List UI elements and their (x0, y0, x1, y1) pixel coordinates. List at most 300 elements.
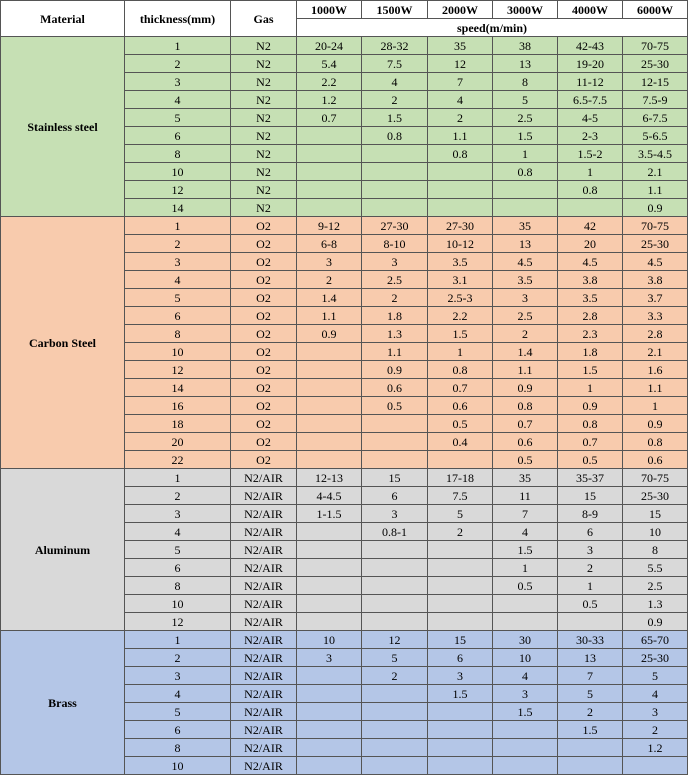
thickness-cell: 4 (125, 91, 231, 109)
speed-cell: 0.5 (558, 451, 623, 469)
speed-cell (362, 757, 428, 775)
speed-cell: 3.8 (623, 271, 688, 289)
speed-cell (297, 451, 362, 469)
speed-cell: 20 (558, 235, 623, 253)
header-power-1500w: 1500W (362, 1, 428, 19)
thickness-cell: 10 (125, 163, 231, 181)
speed-cell (297, 577, 362, 595)
gas-cell: O2 (231, 361, 297, 379)
speed-cell (428, 577, 493, 595)
speed-cell (493, 181, 558, 199)
speed-cell (297, 397, 362, 415)
material-name-cell: Stainless steel (1, 37, 125, 217)
speed-cell: 2.1 (623, 343, 688, 361)
speed-cell: 4 (623, 685, 688, 703)
speed-cell: 13 (493, 55, 558, 73)
speed-cell: 1.1 (297, 307, 362, 325)
speed-cell (558, 739, 623, 757)
speed-cell (428, 757, 493, 775)
gas-cell: O2 (231, 289, 297, 307)
speed-cell: 7.5 (428, 487, 493, 505)
speed-cell: 5 (428, 505, 493, 523)
speed-cell: 0.8-1 (362, 523, 428, 541)
speed-cell: 25-30 (623, 649, 688, 667)
speed-cell (558, 613, 623, 631)
speed-cell: 1.5 (558, 361, 623, 379)
speed-cell: 0.6 (623, 451, 688, 469)
speed-cell: 4-4.5 (297, 487, 362, 505)
speed-cell (362, 595, 428, 613)
speed-cell: 0.8 (623, 433, 688, 451)
gas-cell: N2 (231, 127, 297, 145)
thickness-cell: 2 (125, 235, 231, 253)
header-power-6000w: 6000W (623, 1, 688, 19)
speed-cell: 0.9 (558, 397, 623, 415)
speed-cell: 1 (558, 163, 623, 181)
thickness-cell: 4 (125, 685, 231, 703)
speed-cell (297, 163, 362, 181)
speed-cell (297, 541, 362, 559)
gas-cell: N2 (231, 199, 297, 217)
thickness-cell: 12 (125, 613, 231, 631)
speed-cell (362, 541, 428, 559)
speed-cell: 0.8 (362, 127, 428, 145)
thickness-cell: 3 (125, 73, 231, 91)
speed-cell: 12 (362, 631, 428, 649)
gas-cell: N2/AIR (231, 721, 297, 739)
speed-cell: 0.5 (493, 577, 558, 595)
speed-cell: 4-5 (558, 109, 623, 127)
speed-cell: 0.9 (297, 325, 362, 343)
thickness-cell: 5 (125, 703, 231, 721)
thickness-cell: 8 (125, 739, 231, 757)
speed-cell: 2.2 (297, 73, 362, 91)
speed-cell (558, 757, 623, 775)
speed-cell: 9-12 (297, 217, 362, 235)
thickness-cell: 6 (125, 307, 231, 325)
speed-cell: 3 (558, 541, 623, 559)
speed-cell: 25-30 (623, 55, 688, 73)
speed-cell: 15 (362, 469, 428, 487)
speed-cell: 35-37 (558, 469, 623, 487)
speed-cell: 15 (558, 487, 623, 505)
speed-cell: 42 (558, 217, 623, 235)
gas-cell: N2 (231, 37, 297, 55)
speed-cell: 3 (297, 649, 362, 667)
speed-cell: 8 (493, 73, 558, 91)
gas-cell: O2 (231, 235, 297, 253)
speed-cell: 3.5 (558, 289, 623, 307)
speed-cell: 3.8 (558, 271, 623, 289)
speed-cell: 5-6.5 (623, 127, 688, 145)
gas-cell: N2/AIR (231, 613, 297, 631)
speed-cell: 1.5 (428, 685, 493, 703)
speed-cell: 2.8 (558, 307, 623, 325)
speed-cell (493, 721, 558, 739)
speed-cell: 2.1 (623, 163, 688, 181)
speed-cell (362, 577, 428, 595)
speed-cell (428, 451, 493, 469)
gas-cell: N2/AIR (231, 595, 297, 613)
speed-cell: 5.5 (623, 559, 688, 577)
gas-cell: O2 (231, 415, 297, 433)
speed-cell: 5 (493, 91, 558, 109)
speed-cell: 1 (428, 343, 493, 361)
speed-cell: 8-10 (362, 235, 428, 253)
speed-cell (493, 739, 558, 757)
speed-cell: 1 (493, 145, 558, 163)
thickness-cell: 6 (125, 559, 231, 577)
speed-cell: 4 (362, 73, 428, 91)
speed-cell (362, 145, 428, 163)
speed-cell: 0.7 (493, 415, 558, 433)
speed-cell: 30-33 (558, 631, 623, 649)
thickness-cell: 2 (125, 55, 231, 73)
speed-cell: 0.6 (428, 397, 493, 415)
header-material: Material (1, 1, 125, 37)
speed-cell (297, 667, 362, 685)
speed-cell: 0.5 (428, 415, 493, 433)
speed-cell (362, 685, 428, 703)
speed-cell: 1.5 (428, 325, 493, 343)
thickness-cell: 6 (125, 127, 231, 145)
thickness-cell: 14 (125, 199, 231, 217)
speed-cell (297, 415, 362, 433)
material-name-cell: Carbon Steel (1, 217, 125, 469)
speed-cell: 2.5 (493, 109, 558, 127)
thickness-cell: 5 (125, 109, 231, 127)
speed-cell (297, 145, 362, 163)
speed-cell: 0.5 (558, 595, 623, 613)
speed-cell: 2.5 (362, 271, 428, 289)
speed-cell (297, 703, 362, 721)
speed-cell (297, 739, 362, 757)
speed-cell (297, 433, 362, 451)
speed-cell: 70-75 (623, 469, 688, 487)
speed-cell (493, 613, 558, 631)
speed-cell: 12-15 (623, 73, 688, 91)
speed-cell: 0.9 (623, 613, 688, 631)
thickness-cell: 10 (125, 757, 231, 775)
gas-cell: O2 (231, 397, 297, 415)
speed-cell: 0.8 (493, 397, 558, 415)
thickness-cell: 5 (125, 541, 231, 559)
speed-cell: 3.3 (623, 307, 688, 325)
speed-cell: 6 (558, 523, 623, 541)
speed-cell: 2 (558, 559, 623, 577)
gas-cell: O2 (231, 343, 297, 361)
speed-cell (493, 199, 558, 217)
speed-cell: 2 (297, 271, 362, 289)
speed-cell: 1-1.5 (297, 505, 362, 523)
speed-cell: 7 (428, 73, 493, 91)
speed-cell: 1.5 (493, 127, 558, 145)
speed-cell: 2.8 (623, 325, 688, 343)
material-name-cell: Aluminum (1, 469, 125, 631)
speed-cell (362, 199, 428, 217)
speed-cell: 65-70 (623, 631, 688, 649)
thickness-cell: 1 (125, 37, 231, 55)
speed-cell (493, 757, 558, 775)
gas-cell: O2 (231, 451, 297, 469)
speed-cell: 3.1 (428, 271, 493, 289)
speed-cell: 1.1 (362, 343, 428, 361)
speed-cell: 13 (493, 235, 558, 253)
speed-cell: 1.5 (558, 721, 623, 739)
speed-cell: 3 (297, 253, 362, 271)
speed-cell (362, 451, 428, 469)
speed-cell: 6-8 (297, 235, 362, 253)
speed-cell (297, 181, 362, 199)
header-gas: Gas (231, 1, 297, 37)
speed-cell: 1.4 (493, 343, 558, 361)
speed-cell: 10 (493, 649, 558, 667)
thickness-cell: 2 (125, 649, 231, 667)
speed-cell: 8-9 (558, 505, 623, 523)
gas-cell: N2 (231, 109, 297, 127)
gas-cell: N2/AIR (231, 649, 297, 667)
speed-cell: 0.5 (362, 397, 428, 415)
gas-cell: O2 (231, 253, 297, 271)
speed-cell: 3.5 (428, 253, 493, 271)
speed-cell: 38 (493, 37, 558, 55)
speed-cell: 12-13 (297, 469, 362, 487)
header-power-1000w: 1000W (297, 1, 362, 19)
speed-cell: 2 (428, 109, 493, 127)
speed-cell: 10-12 (428, 235, 493, 253)
speed-cell: 4 (493, 667, 558, 685)
speed-cell: 12 (428, 55, 493, 73)
gas-cell: N2/AIR (231, 739, 297, 757)
speed-cell: 0.8 (558, 415, 623, 433)
thickness-cell: 1 (125, 217, 231, 235)
speed-cell: 0.7 (428, 379, 493, 397)
speed-cell: 8 (623, 541, 688, 559)
gas-cell: N2 (231, 181, 297, 199)
speed-cell: 2-3 (558, 127, 623, 145)
speed-cell: 1.5 (493, 703, 558, 721)
header-power-2000w: 2000W (428, 1, 493, 19)
speed-cell (362, 613, 428, 631)
speed-cell: 7.5 (362, 55, 428, 73)
thickness-cell: 14 (125, 379, 231, 397)
speed-cell: 70-75 (623, 37, 688, 55)
speed-cell: 1 (493, 559, 558, 577)
speed-cell: 0.6 (362, 379, 428, 397)
speed-cell: 0.8 (558, 181, 623, 199)
speed-cell: 2 (362, 91, 428, 109)
speed-cell: 15 (623, 505, 688, 523)
gas-cell: N2/AIR (231, 469, 297, 487)
gas-cell: O2 (231, 307, 297, 325)
table-header (1, 1, 688, 37)
speed-cell: 0.4 (428, 433, 493, 451)
speed-cell: 5.4 (297, 55, 362, 73)
speed-cell: 3 (428, 667, 493, 685)
speed-cell: 5 (623, 667, 688, 685)
speed-cell: 1.8 (558, 343, 623, 361)
speed-cell: 4 (428, 91, 493, 109)
speed-cell (297, 379, 362, 397)
speed-cell: 4 (493, 523, 558, 541)
header-power-4000w: 4000W (558, 1, 623, 19)
gas-cell: N2/AIR (231, 523, 297, 541)
thickness-cell: 22 (125, 451, 231, 469)
header-row-power (1, 1, 688, 19)
speed-cell: 3.5-4.5 (623, 145, 688, 163)
speed-cell: 2 (493, 325, 558, 343)
thickness-cell: 2 (125, 487, 231, 505)
gas-cell: N2/AIR (231, 703, 297, 721)
speed-cell: 1.5 (493, 541, 558, 559)
speed-cell (428, 739, 493, 757)
speed-cell (428, 541, 493, 559)
speed-cell: 2 (362, 289, 428, 307)
gas-cell: N2/AIR (231, 577, 297, 595)
thickness-cell: 18 (125, 415, 231, 433)
speed-cell: 2 (362, 667, 428, 685)
speed-cell: 15 (428, 631, 493, 649)
gas-cell: N2/AIR (231, 487, 297, 505)
speed-cell: 3.5 (493, 271, 558, 289)
speed-cell (297, 757, 362, 775)
speed-cell (297, 685, 362, 703)
speed-cell (362, 739, 428, 757)
speed-cell: 5 (362, 649, 428, 667)
thickness-cell: 8 (125, 577, 231, 595)
speed-cell: 2.2 (428, 307, 493, 325)
gas-cell: N2 (231, 163, 297, 181)
speed-cell: 0.6 (493, 433, 558, 451)
speed-cell (493, 595, 558, 613)
speed-cell: 35 (493, 469, 558, 487)
thickness-cell: 4 (125, 523, 231, 541)
speed-cell (297, 559, 362, 577)
thickness-cell: 20 (125, 433, 231, 451)
table-row (1, 37, 688, 55)
header-power-3000w: 3000W (493, 1, 558, 19)
speed-cell: 0.8 (428, 361, 493, 379)
speed-cell (428, 163, 493, 181)
speed-cell: 1.1 (428, 127, 493, 145)
speed-cell: 1.3 (362, 325, 428, 343)
speed-cell (558, 199, 623, 217)
thickness-cell: 12 (125, 361, 231, 379)
speed-cell: 1.3 (623, 595, 688, 613)
speed-cell: 0.8 (428, 145, 493, 163)
speed-cell (297, 199, 362, 217)
thickness-cell: 12 (125, 181, 231, 199)
speed-cell: 6 (428, 649, 493, 667)
gas-cell: N2/AIR (231, 667, 297, 685)
speed-cell: 27-30 (362, 217, 428, 235)
thickness-cell: 3 (125, 505, 231, 523)
speed-cell: 11-12 (558, 73, 623, 91)
speed-cell: 2.5-3 (428, 289, 493, 307)
table-body (1, 37, 688, 775)
thickness-cell: 1 (125, 631, 231, 649)
speed-cell: 4.5 (558, 253, 623, 271)
speed-cell: 19-20 (558, 55, 623, 73)
speed-cell: 10 (623, 523, 688, 541)
speed-cell (362, 181, 428, 199)
speed-cell: 6 (362, 487, 428, 505)
speed-cell: 1.8 (362, 307, 428, 325)
speed-cell (623, 757, 688, 775)
speed-cell: 0.5 (493, 451, 558, 469)
gas-cell: O2 (231, 379, 297, 397)
speed-cell (428, 181, 493, 199)
speed-cell: 1 (623, 397, 688, 415)
speed-cell: 17-18 (428, 469, 493, 487)
thickness-cell: 4 (125, 271, 231, 289)
speed-cell: 30 (493, 631, 558, 649)
material-name-cell: Brass (1, 631, 125, 775)
speed-cell: 1.5 (362, 109, 428, 127)
speed-cell: 6-7.5 (623, 109, 688, 127)
speed-cell (428, 703, 493, 721)
gas-cell: O2 (231, 271, 297, 289)
speed-cell: 13 (558, 649, 623, 667)
header-speed-unit: speed(m/min) (297, 19, 688, 37)
thickness-cell: 10 (125, 595, 231, 613)
gas-cell: N2/AIR (231, 757, 297, 775)
thickness-cell: 10 (125, 343, 231, 361)
gas-cell: N2/AIR (231, 559, 297, 577)
speed-cell: 1.2 (297, 91, 362, 109)
thickness-cell: 5 (125, 289, 231, 307)
speed-cell: 2 (558, 703, 623, 721)
gas-cell: N2/AIR (231, 505, 297, 523)
speed-cell: 25-30 (623, 487, 688, 505)
speed-cell: 4.5 (623, 253, 688, 271)
speed-cell (428, 721, 493, 739)
speed-cell: 1.2 (623, 739, 688, 757)
speed-cell (297, 613, 362, 631)
speed-cell: 1.1 (623, 379, 688, 397)
speed-cell: 2.3 (558, 325, 623, 343)
gas-cell: N2/AIR (231, 631, 297, 649)
speed-cell (297, 595, 362, 613)
speed-cell: 3 (623, 703, 688, 721)
speed-cell: 0.9 (623, 199, 688, 217)
thickness-cell: 6 (125, 721, 231, 739)
speed-cell: 1.4 (297, 289, 362, 307)
thickness-cell: 8 (125, 325, 231, 343)
speed-cell (362, 415, 428, 433)
speed-cell: 2.5 (623, 577, 688, 595)
speed-cell (362, 433, 428, 451)
speed-cell: 1.1 (623, 181, 688, 199)
header-thickness: thickness(mm) (125, 1, 231, 37)
speed-cell (297, 343, 362, 361)
speed-cell: 3 (493, 685, 558, 703)
speed-cell: 1 (558, 379, 623, 397)
speed-cell: 2 (623, 721, 688, 739)
speed-cell: 28-32 (362, 37, 428, 55)
thickness-cell: 8 (125, 145, 231, 163)
speed-cell (428, 595, 493, 613)
table-row (1, 217, 688, 235)
speed-cell: 35 (493, 217, 558, 235)
speed-cell (297, 721, 362, 739)
speed-cell: 0.7 (558, 433, 623, 451)
speed-cell: 35 (428, 37, 493, 55)
speed-cell: 1.6 (623, 361, 688, 379)
speed-cell (362, 559, 428, 577)
speed-cell: 11 (493, 487, 558, 505)
table-row (1, 469, 688, 487)
